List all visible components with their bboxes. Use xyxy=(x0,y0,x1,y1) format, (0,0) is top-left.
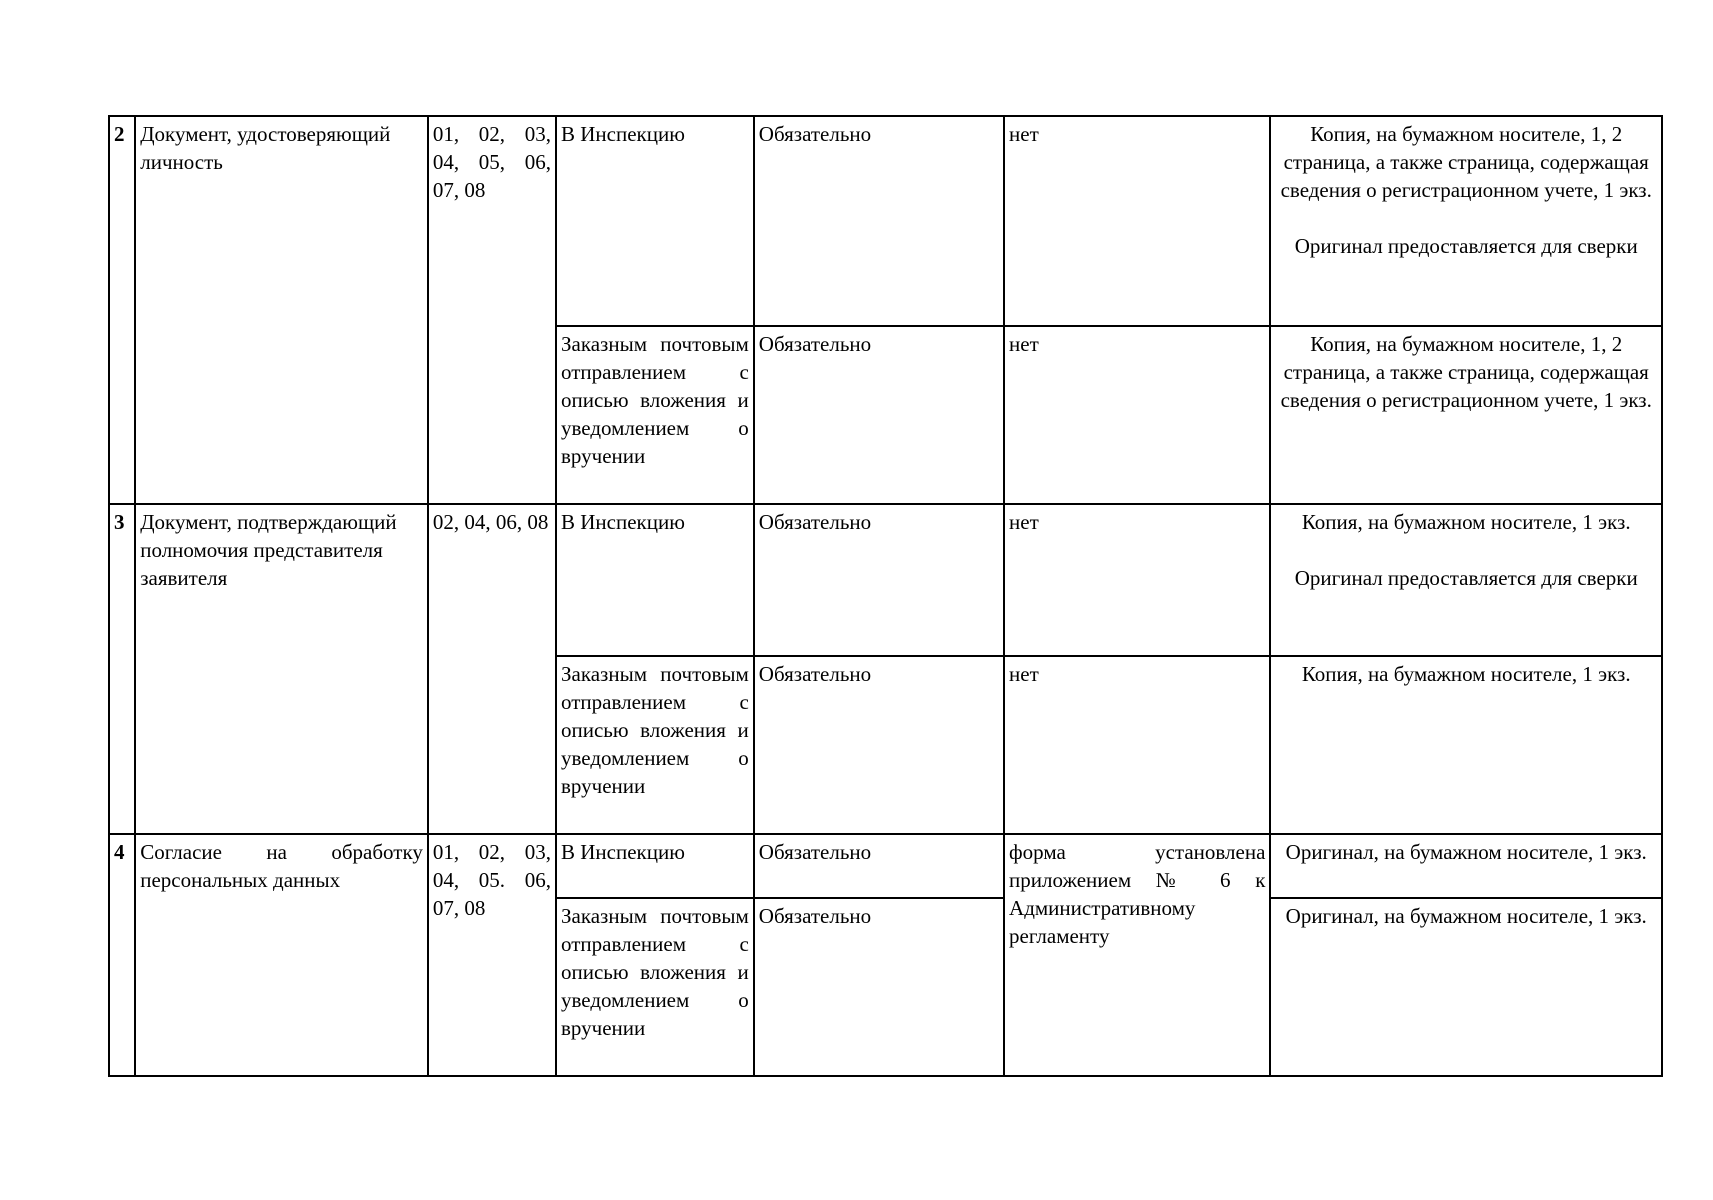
form-requirement: нет xyxy=(1004,504,1270,656)
required-flag: Обязательно xyxy=(754,504,1004,656)
table-row xyxy=(109,834,1662,898)
copy-text: Копия, на бумажном носителе, 1 экз. xyxy=(1301,510,1631,534)
table-row xyxy=(109,504,1662,656)
document-name: Документ, подтверждающий полномочия представителя заявителя xyxy=(135,504,428,834)
copy-requirements: Оригинал, на бумажном носителе, 1 экз. xyxy=(1270,834,1662,898)
copy-requirements: Копия, на бумажном носителе, 1 экз. xyxy=(1270,656,1662,834)
required-flag: Обязательно xyxy=(754,116,1004,326)
required-flag: Обязательно xyxy=(754,898,1004,1076)
original-note: Оригинал предоставляется для сверки xyxy=(1294,566,1638,590)
submission-method: Заказным почтовым отправлением с описью вложения и уведомлением о вручении xyxy=(556,656,754,834)
applicant-codes: 01, 02, 03, 04, 05. 06, 07, 08 xyxy=(428,834,556,1076)
required-flag: Обязательно xyxy=(754,834,1004,898)
form-requirement: форма установлена приложением № 6 к Административному регламенту xyxy=(1004,834,1270,1076)
copy-requirements: Копия, на бумажном носителе, 1, 2 страница, а также страница, содержащая сведения о регистрационном учете, 1 экз. xyxy=(1270,326,1662,504)
required-flag: Обязательно xyxy=(754,656,1004,834)
row-number: 4 xyxy=(109,834,135,1076)
copy-requirements: Оригинал, на бумажном носителе, 1 экз. xyxy=(1270,898,1662,1076)
applicant-codes: 01, 02, 03, 04, 05, 06, 07, 08 xyxy=(428,116,556,504)
form-requirement: нет xyxy=(1004,116,1270,326)
row-number: 2 xyxy=(109,116,135,504)
submission-method: В Инспекцию xyxy=(556,834,754,898)
submission-method: В Инспекцию xyxy=(556,504,754,656)
document-name xyxy=(135,116,428,504)
copy-text: Копия, на бумажном носителе, 1, 2 страница, а также страница, содержащая сведения о регистрационном учете, 1 экз. xyxy=(1280,122,1652,202)
table-row xyxy=(109,116,1662,326)
documents-table xyxy=(108,115,1663,1077)
copy-requirements xyxy=(1270,116,1662,326)
applicant-codes: 02, 04, 06, 08 xyxy=(428,504,556,834)
form-requirement: нет xyxy=(1004,656,1270,834)
original-note: Оригинал предоставляется для сверки xyxy=(1294,234,1638,258)
document-name: Согласие на обработку персональных данных xyxy=(135,834,428,1076)
required-flag: Обязательно xyxy=(754,326,1004,504)
copy-requirements xyxy=(1270,504,1662,656)
form-requirement: нет xyxy=(1004,326,1270,504)
submission-method: Заказным почтовым отправлением с описью вложения и уведомлением о вручении xyxy=(556,898,754,1076)
submission-method: В Инспекцию xyxy=(556,116,754,326)
row-number: 3 xyxy=(109,504,135,834)
submission-method: Заказным почтовым отправлением с описью вложения и уведомлением о вручении xyxy=(556,326,754,504)
document-name-text: Документ, удостоверяющий личность xyxy=(140,122,391,174)
